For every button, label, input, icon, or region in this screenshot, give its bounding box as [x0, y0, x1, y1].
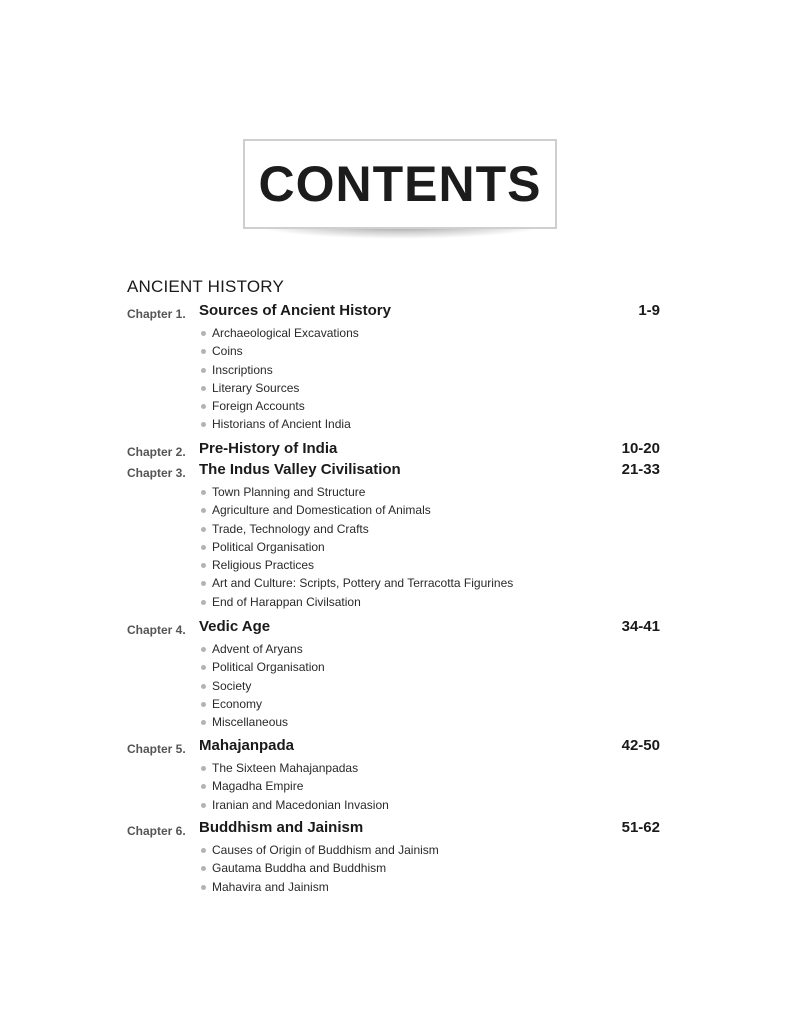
topic-item [200, 878, 439, 896]
topic-item [200, 695, 325, 713]
chapter-title[interactable]: Pre-History of India [199, 440, 338, 457]
topic-item [200, 859, 439, 877]
bullet-icon [201, 331, 206, 336]
chapter-page-range: 21-33 [621, 461, 660, 478]
topic-label: Trade, Technology and Crafts [212, 521, 369, 536]
topic-item [200, 658, 325, 676]
topic-item [200, 677, 325, 695]
bullet-icon [201, 702, 206, 707]
bullet-icon [201, 527, 206, 532]
topic-item [200, 520, 513, 538]
topic-list [200, 759, 389, 814]
bullet-icon [201, 386, 206, 391]
bullet-icon [201, 600, 206, 605]
chapter-page-range: 51-62 [621, 819, 660, 836]
chapter-number: Chapter 6. [127, 824, 186, 838]
bullet-icon [201, 766, 206, 771]
section-heading: ANCIENT HISTORY [127, 277, 284, 296]
topic-label: Mahavira and Jainism [212, 879, 329, 894]
chapter-page-range: 34-41 [621, 618, 660, 635]
bullet-icon [201, 349, 206, 354]
topic-label: The Sixteen Mahajanpadas [212, 761, 359, 775]
topic-item [200, 556, 513, 574]
bullet-icon [201, 647, 206, 652]
topic-item [200, 342, 359, 360]
topic-label: Coins [212, 344, 243, 359]
topic-item [200, 574, 513, 592]
topic-label: Advent of Aryans [212, 642, 303, 656]
topic-label: Art and Culture: Scripts, Pottery and Terracotta Figurines [212, 576, 514, 591]
topic-label: Archaeological Excavations [212, 326, 359, 340]
title-box [243, 139, 557, 229]
topic-label: Foreign Accounts [212, 399, 305, 414]
topic-item [200, 415, 359, 433]
bullet-icon [201, 803, 206, 808]
topic-label: Iranian and Macedonian Invasion [212, 797, 389, 812]
bullet-icon [201, 848, 206, 853]
chapter-title[interactable]: Vedic Age [199, 618, 271, 635]
chapter-number: Chapter 4. [127, 623, 186, 637]
contents-title-banner [243, 139, 557, 229]
topic-label: Agriculture and Domestication of Animals [212, 503, 431, 518]
topic-label: Religious Practices [212, 558, 315, 573]
topic-label: Inscriptions [212, 362, 273, 377]
topic-item [200, 361, 359, 379]
chapter-title[interactable]: Mahajanpada [199, 737, 295, 754]
topic-label: Literary Sources [212, 380, 300, 395]
topic-label: Causes of Origin of Buddhism and Jainism [212, 843, 439, 857]
topic-item [200, 796, 389, 814]
bullet-icon [201, 404, 206, 409]
topic-item [200, 501, 513, 519]
topic-item [200, 841, 439, 859]
topic-item [200, 777, 389, 795]
topic-item [200, 538, 513, 556]
topic-list [200, 640, 325, 731]
topic-label: Economy [212, 696, 263, 711]
page-title: CONTENTS [258, 156, 542, 212]
topic-label: Gautama Buddha and Buddhism [212, 861, 387, 876]
bullet-icon [201, 422, 206, 427]
bullet-icon [201, 581, 206, 586]
chapter-page-range: 42-50 [621, 737, 660, 754]
topic-item [200, 397, 359, 415]
bullet-icon [201, 720, 206, 725]
topic-list [200, 483, 513, 611]
topic-label: Miscellaneous [212, 715, 289, 730]
topic-item [200, 324, 359, 342]
bullet-icon [201, 490, 206, 495]
topic-label: End of Harappan Civilsation [212, 594, 361, 609]
topic-label: Historians of Ancient India [212, 417, 351, 432]
chapter-number: Chapter 5. [127, 742, 186, 756]
topic-item [200, 640, 325, 658]
topic-item [200, 483, 513, 501]
bullet-icon [201, 508, 206, 513]
bullet-icon [201, 885, 206, 890]
chapter-title[interactable]: Buddhism and Jainism [199, 819, 364, 836]
bullet-icon [201, 563, 206, 568]
chapter-page-range: 10-20 [621, 440, 660, 457]
topic-item [200, 713, 325, 731]
chapter-title[interactable]: Sources of Ancient History [199, 302, 391, 319]
topic-list [200, 841, 439, 896]
bullet-icon [201, 684, 206, 689]
bullet-icon [201, 866, 206, 871]
topic-label: Society [212, 678, 252, 693]
topic-label: Political Organisation [212, 539, 325, 554]
topic-label: Town Planning and Structure [212, 485, 366, 499]
bullet-icon [201, 665, 206, 670]
topic-item [200, 759, 389, 777]
bullet-icon [201, 784, 206, 789]
chapter-number: Chapter 2. [127, 445, 186, 459]
chapter-page-range: 1-9 [638, 302, 660, 319]
bullet-icon [201, 368, 206, 373]
chapter-number: Chapter 1. [127, 307, 186, 321]
chapter-number: Chapter 3. [127, 466, 186, 480]
topic-item [200, 593, 513, 611]
topic-label: Political Organisation [212, 660, 325, 675]
chapter-title[interactable]: The Indus Valley Civilisation [199, 461, 401, 478]
bullet-icon [201, 545, 206, 550]
topic-item [200, 379, 359, 397]
topic-list [200, 324, 359, 434]
topic-label: Magadha Empire [212, 779, 304, 794]
